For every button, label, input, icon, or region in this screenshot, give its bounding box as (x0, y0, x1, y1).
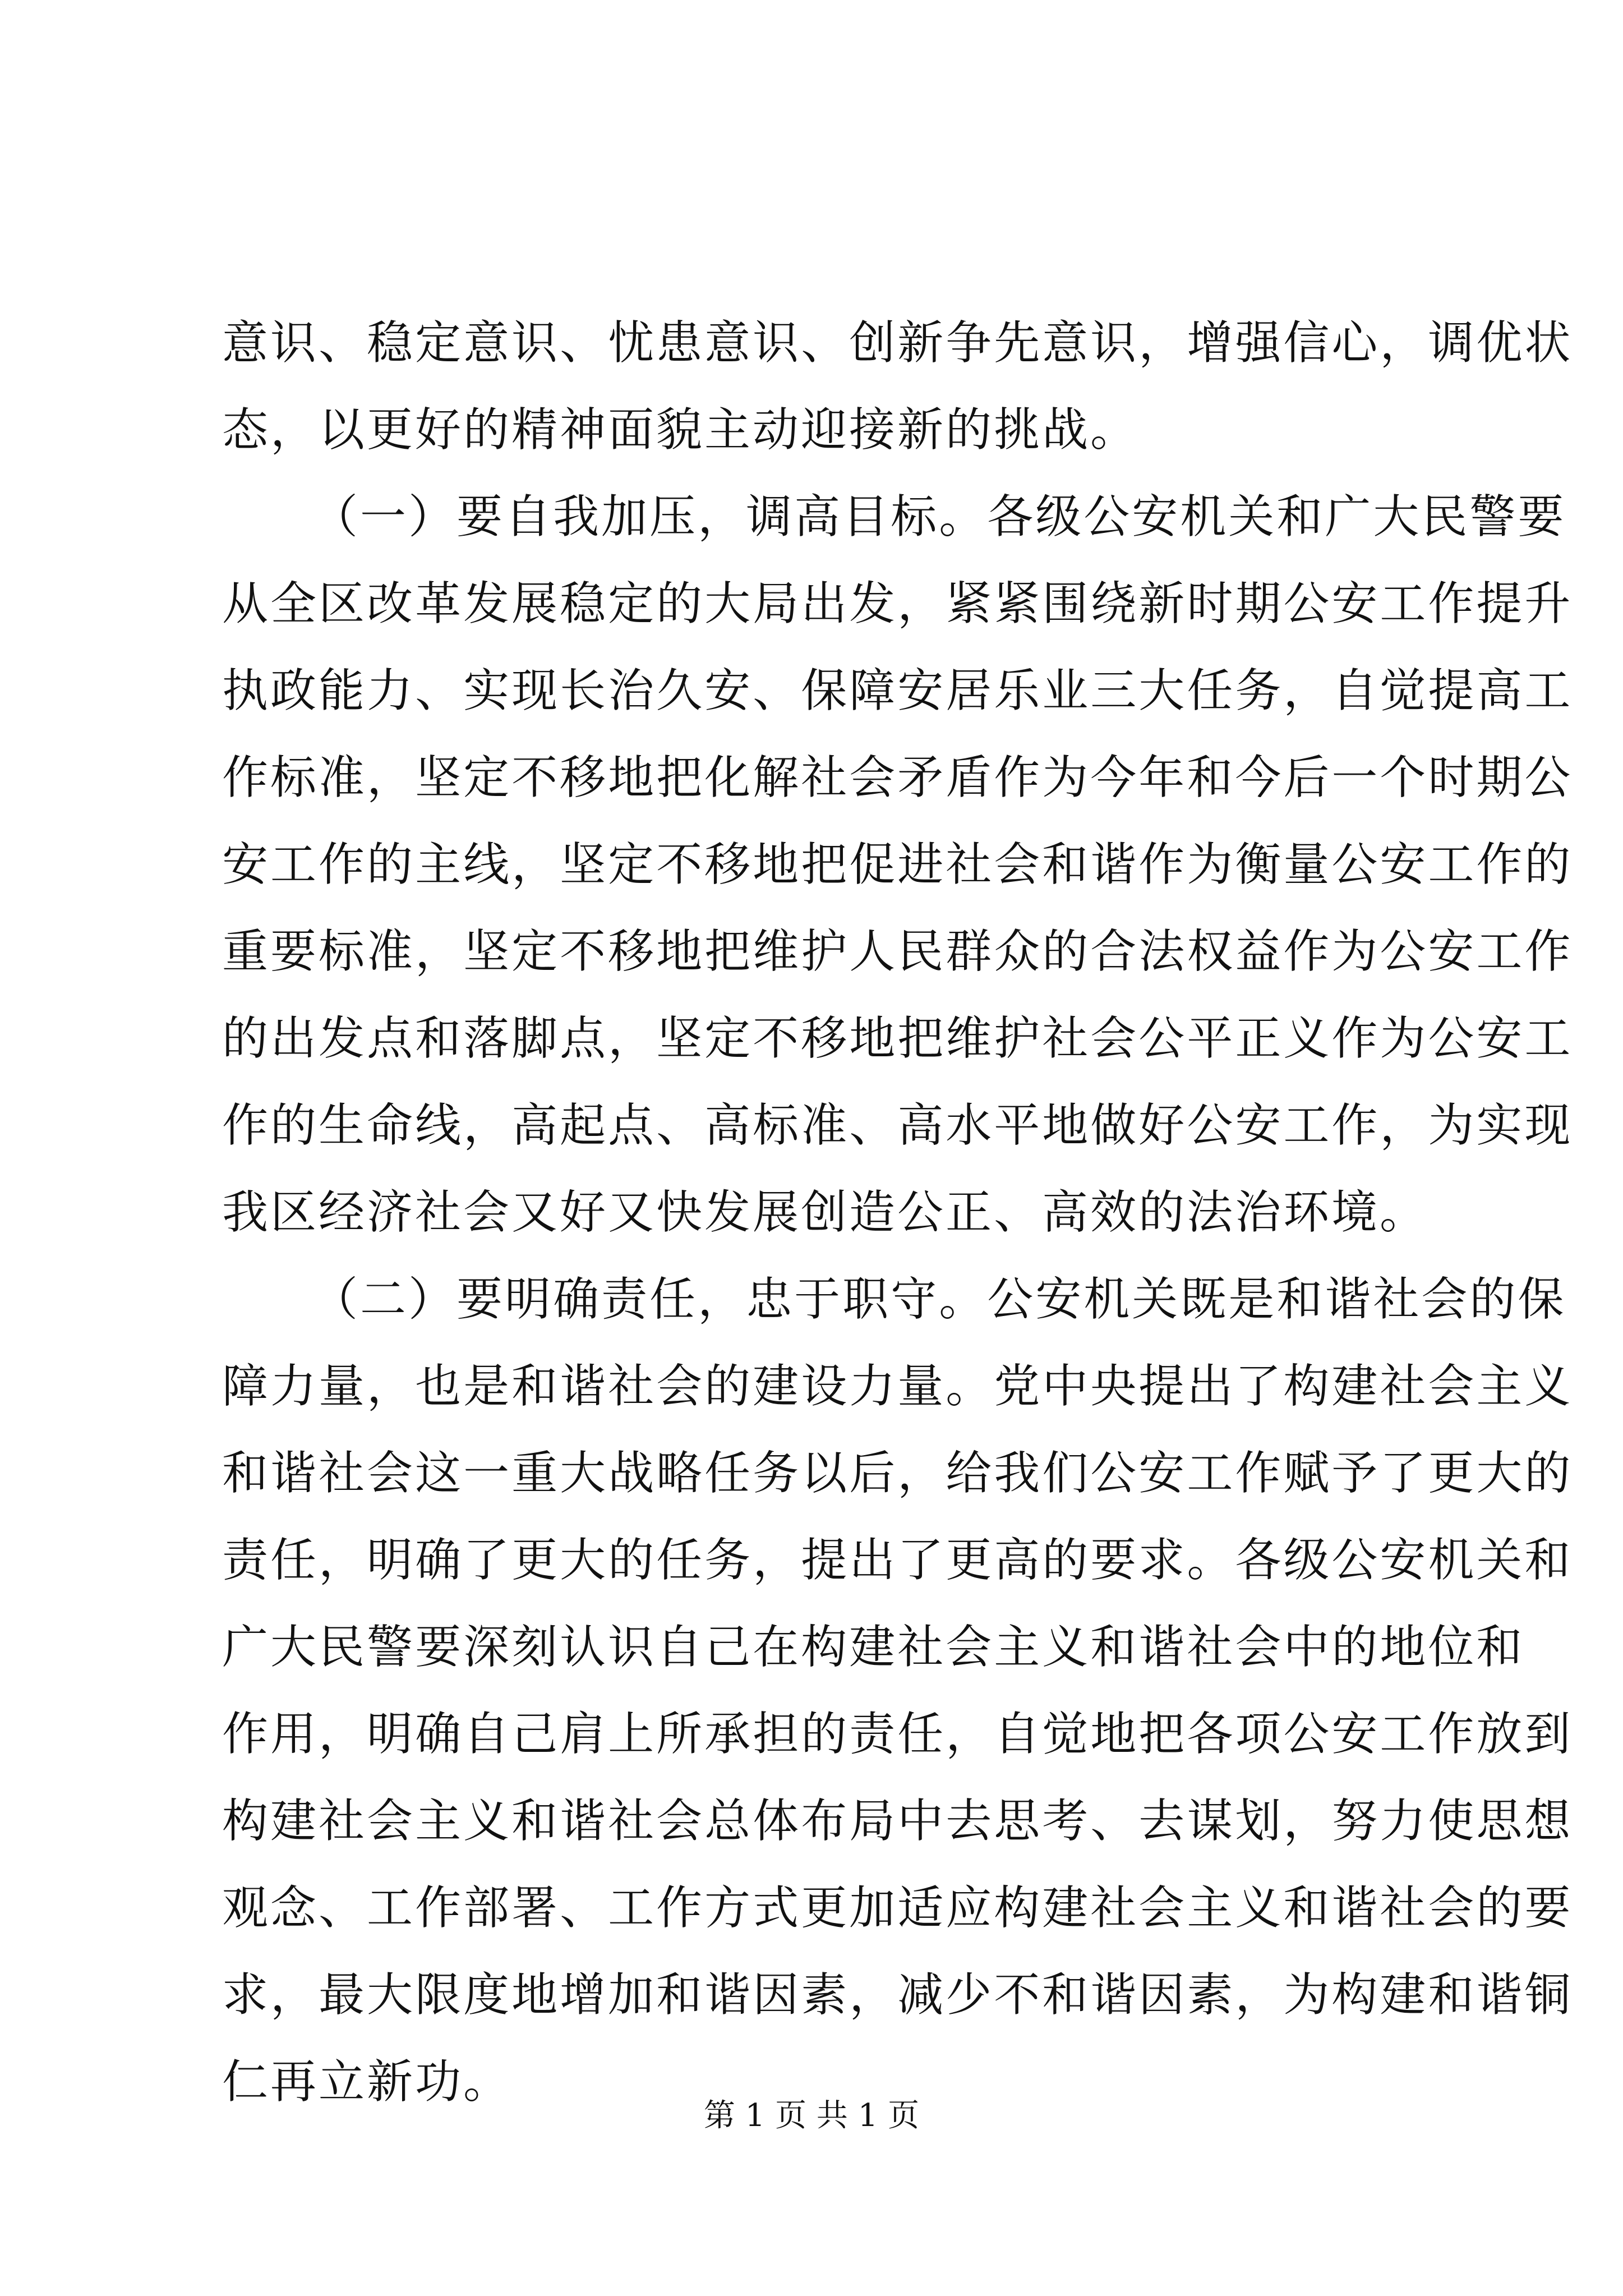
text-line (222, 821, 1573, 908)
text-line-content: 构 建 社 会 主 义 和 谐 社 会 总 体 布 局 中 去 思 考 、 去 谋 划 ， 努 力 使 思 想 (222, 1795, 1573, 1848)
text-line-content: 观 念 、 工 作 部 署 、 工 作 方 式 更 加 适 应 构 建 社 会 主 义 和 谐 社 会 的 要 (222, 1881, 1573, 1935)
text-line (222, 647, 1573, 734)
text-line-content: 作 标 准 ， 坚 定 不 移 地 把 化 解 社 会 矛 盾 作 为 今 年 和 今 后 一 个 时 期 公 (222, 751, 1573, 804)
text-line-content: 态，以更好的精神面貌主动迎接新的挑战。 (222, 403, 1139, 457)
text-line-content: 仁再立新功。 (222, 2055, 512, 2109)
text-line-content: 作 用 ， 明 确 自 己 肩 上 所 承 担 的 责 任 ， 自 觉 地 把 各 项 公 安 工 作 放 到 (222, 1708, 1573, 1761)
page-footer: 第 1 页 共 1 页 (703, 2097, 920, 2134)
text-line-content: 的 出 发 点 和 落 脚 点 ， 坚 定 不 移 地 把 维 护 社 会 公 平 正 义 作 为 公 安 工 (222, 1012, 1573, 1065)
text-line (222, 1430, 1573, 1517)
text-line (222, 1778, 1573, 1865)
text-line (222, 300, 1573, 386)
text-line (222, 473, 1566, 560)
text-line-content: 作 的 生 命 线 ， 高 起 点 、 高 标 准 、 高 水 平 地 做 好 公 安 工 作 ， 为 实 现 (222, 1099, 1573, 1152)
text-line (222, 1343, 1573, 1430)
text-line-content: 广 大 民 警 要 深 刻 认 识 自 己 在 构 建 社 会 主 义 和 谐 社 会 中 的 地 位 和 (222, 1621, 1525, 1674)
text-line (222, 1082, 1573, 1169)
text-line (222, 734, 1573, 821)
text-line (222, 1604, 1525, 1691)
text-line (222, 908, 1573, 995)
text-line-content: （ 一 ） 要 自 我 加 压 ， 调 高 目 标 。 各 级 公 安 机 关 和 广 大 民 警 要 (312, 490, 1566, 544)
paragraph (222, 1256, 1573, 2125)
text-line (222, 1169, 1428, 1256)
text-line-content: 和 谐 社 会 这 一 重 大 战 略 任 务 以 后 ， 给 我 们 公 安 工 作 赋 予 了 更 大 的 (222, 1447, 1573, 1500)
text-line-content: 责 任 ， 明 确 了 更 大 的 任 务 ， 提 出 了 更 高 的 要 求 。 各 级 公 安 机 关 和 (222, 1534, 1573, 1587)
text-line-content: （ 二 ） 要 明 确 责 任 ， 忠 于 职 守 。 公 安 机 关 既 是 和 谐 社 会 的 保 (312, 1273, 1566, 1326)
text-line-content: 我区经济社会又好又快发展创造公正、高效的法治环境。 (222, 1186, 1428, 1239)
text-line-content: 执 政 能 力 、 实 现 长 治 久 安 、 保 障 安 居 乐 业 三 大 任 务 ， 自 觉 提 高 工 (222, 664, 1573, 717)
paragraph (222, 300, 1573, 473)
text-line (222, 1517, 1573, 1604)
paragraph (222, 473, 1573, 1256)
text-line (222, 1691, 1573, 1778)
text-line (222, 560, 1573, 647)
text-line-content: 安 工 作 的 主 线 ， 坚 定 不 移 地 把 促 进 社 会 和 谐 作 为 衡 量 公 安 工 作 的 (222, 838, 1573, 891)
text-line (222, 1865, 1573, 1952)
text-line (222, 1256, 1566, 1343)
text-line (222, 386, 1417, 473)
document-body (222, 300, 1573, 2125)
text-line-content: 障 力 量 ， 也 是 和 谐 社 会 的 建 设 力 量 。 党 中 央 提 出 了 构 建 社 会 主 义 (222, 1360, 1573, 1413)
text-line (222, 1952, 1573, 2039)
text-line-content: 求 ， 最 大 限 度 地 增 加 和 谐 因 素 ， 减 少 不 和 谐 因 素 ， 为 构 建 和 谐 铜 (222, 1968, 1573, 2022)
text-line-content: 意 识 、 稳 定 意 识 、 忧 患 意 识 、 创 新 争 先 意 识 ， 增 强 信 心 ， 调 优 状 (222, 316, 1573, 370)
text-line-content: 重 要 标 准 ， 坚 定 不 移 地 把 维 护 人 民 群 众 的 合 法 权 益 作 为 公 安 工 作 (222, 925, 1573, 978)
text-line (222, 995, 1573, 1082)
text-line-content: 从 全 区 改 革 发 展 稳 定 的 大 局 出 发 ， 紧 紧 围 绕 新 时 期 公 安 工 作 提 升 (222, 577, 1573, 631)
